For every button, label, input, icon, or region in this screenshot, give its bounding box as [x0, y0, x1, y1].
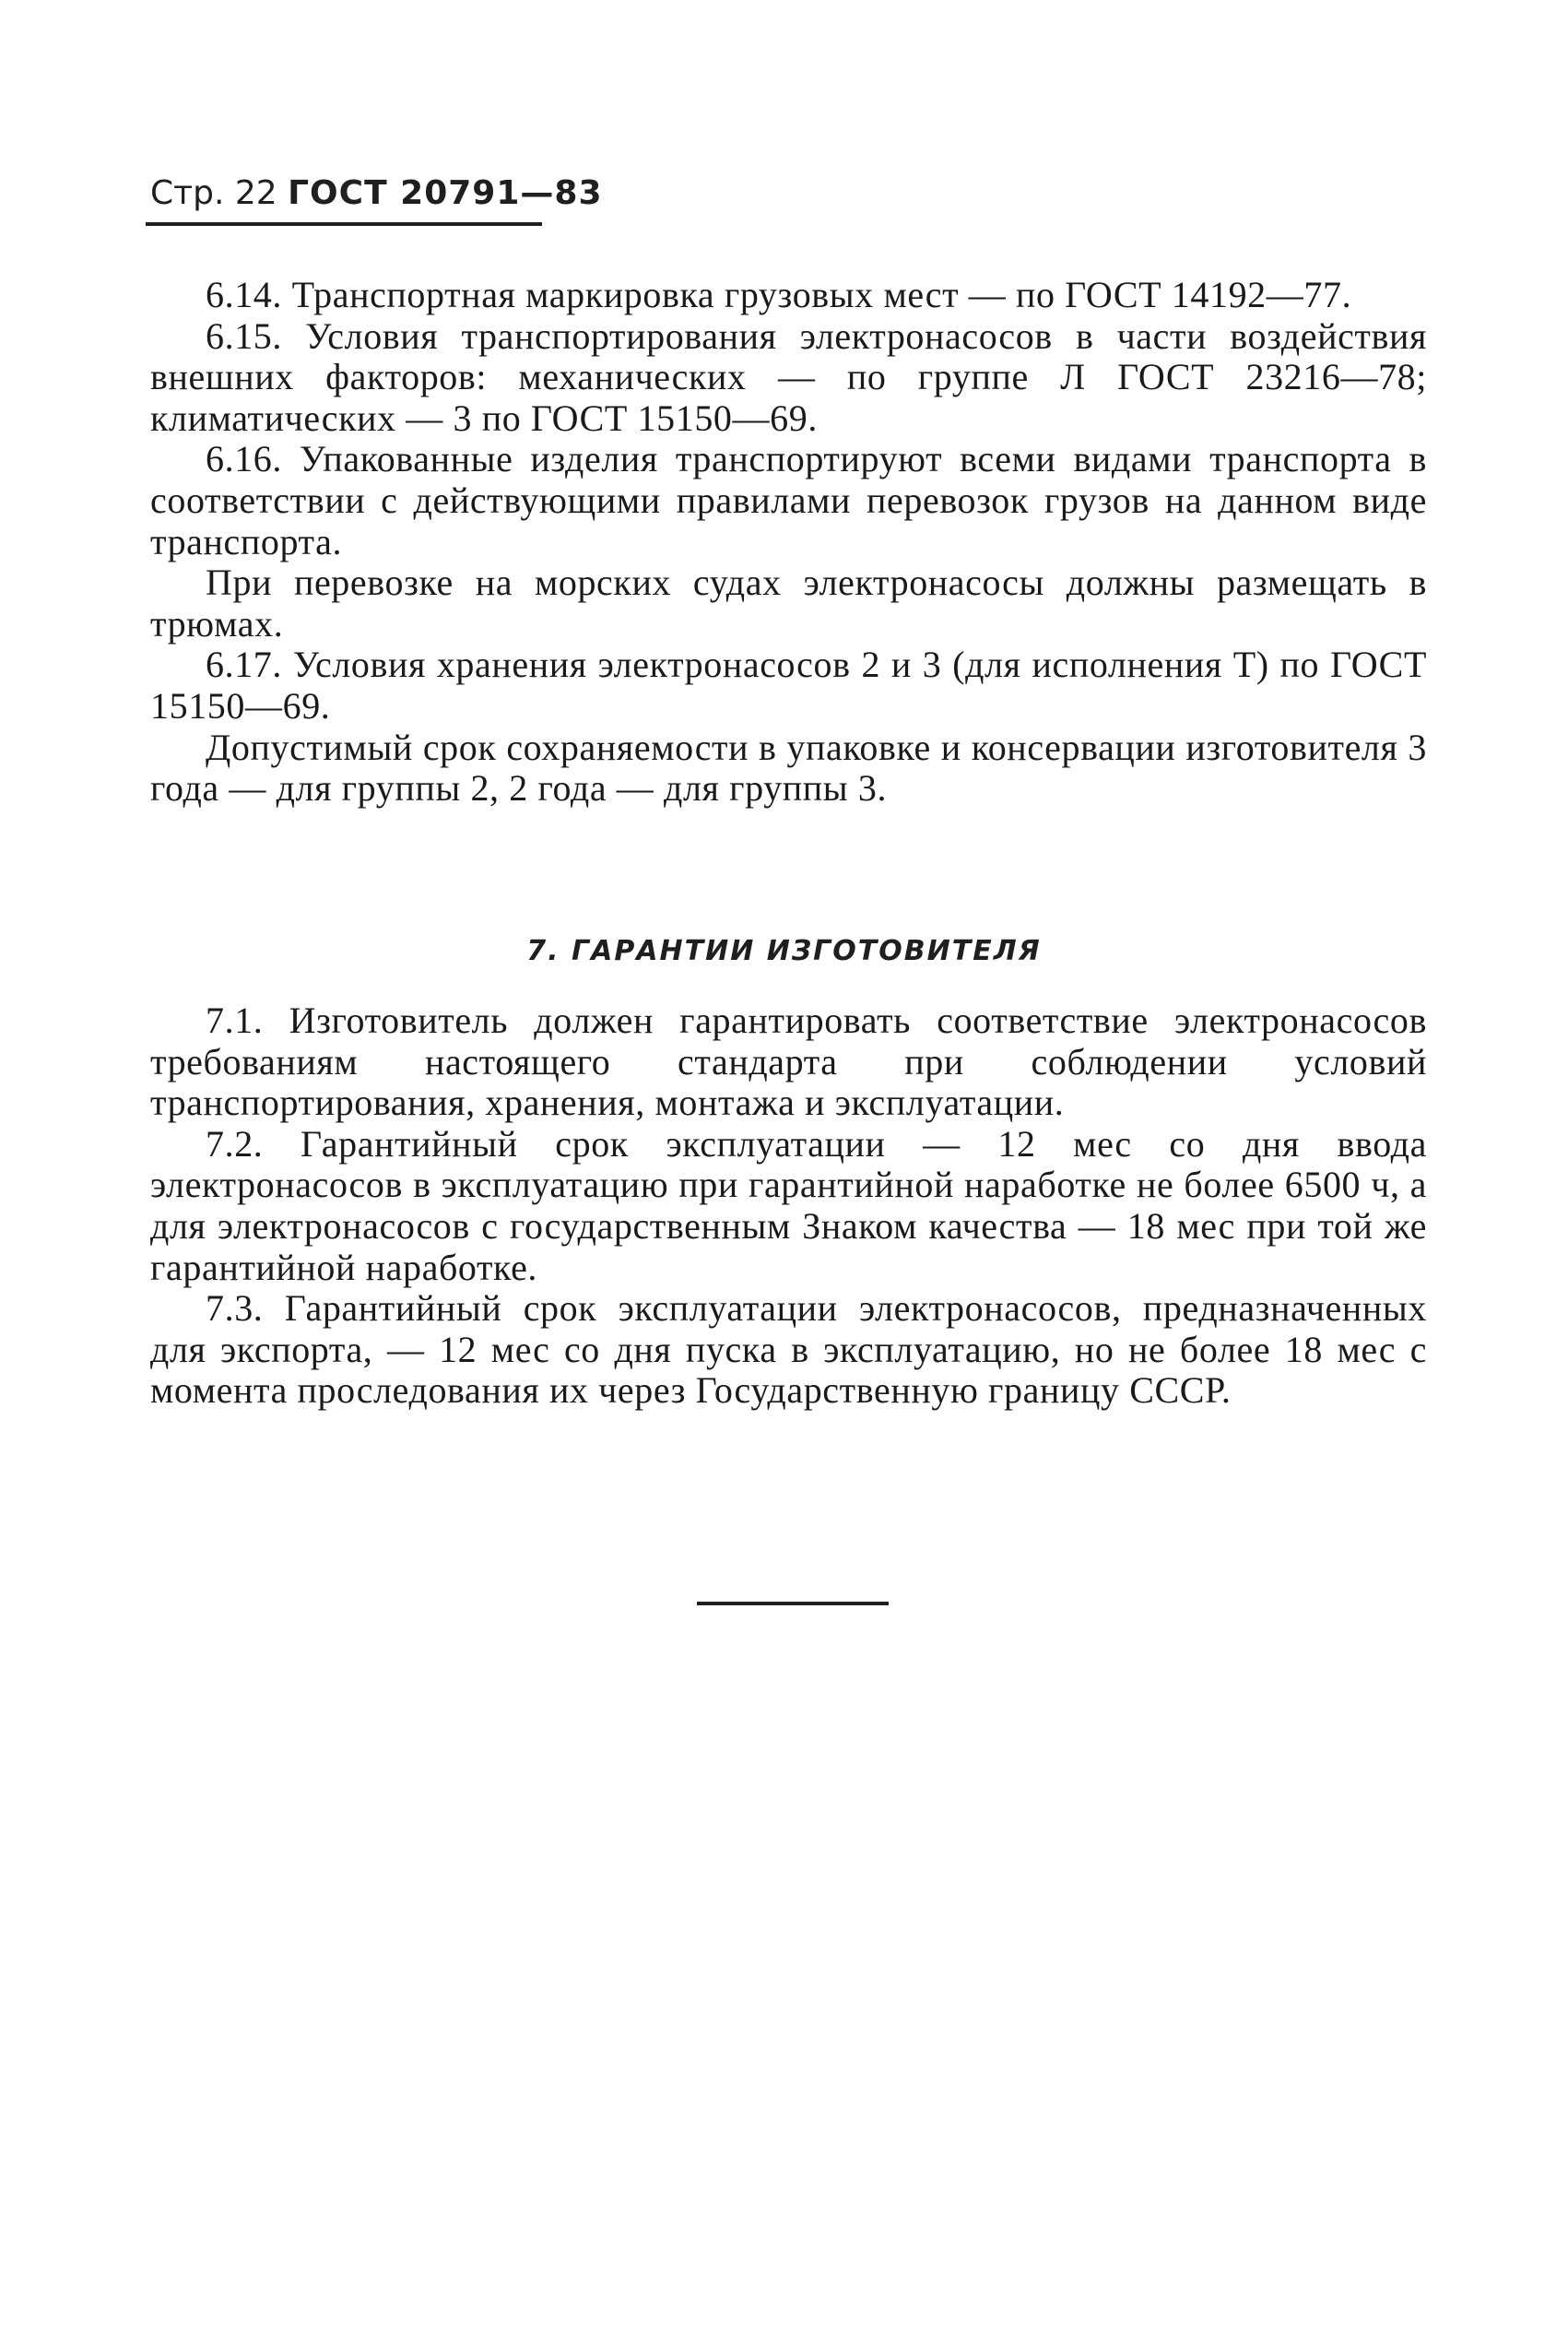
- section-6-text: [150, 275, 1427, 810]
- paragraph-7-2: 7.2. Гарантийный срок эксплуатации — 12 мес со дня ввода электронасосов в эксплуатацию при гарантийной наработке не более 6500 ч, а для электронасосов с государственным Знаком качества — 18 мес при той же гарантийной наработке.: [150, 1122, 1427, 1288]
- running-header: [150, 173, 603, 214]
- header-rule: [146, 222, 542, 226]
- section-7-text: [150, 1000, 1427, 1412]
- paragraph-sea-transport: При перевозке на морских судах электронасосы должны размещать в трюмах.: [150, 562, 1427, 645]
- paragraph-6-14: 6.14. Транспортная маркировка грузовых мест — по ГОСТ 14192—77.: [206, 274, 1352, 315]
- page-number-label: Стр. 22: [150, 174, 277, 212]
- paragraph-7-3: 7.3. Гарантийный срок эксплуатации электронасосов, предназначенных для экспорта, — 12 мес со дня пуска в эксплуатацию, но не более 18 мес с момента проследования их через Государственную границу СССР.: [150, 1287, 1427, 1412]
- standard-code: ГОСТ 20791—83: [288, 174, 603, 212]
- end-rule: [697, 1602, 889, 1605]
- paragraph-6-15: 6.15. Условия транспортирования электронасосов в части воздействия внешних факторов: механических — по группе Л ГОСТ 23216—78; климатических — 3 по ГОСТ 15150—69.: [150, 314, 1427, 439]
- paragraph-7-1: 7.1. Изготовитель должен гарантировать соответствие электронасосов требованиям настоящего стандарта при соблюдении условий транспортирования, хранения, монтажа и эксплуатации.: [150, 1000, 1427, 1124]
- paragraph-storage-term: Допустимый срок сохраняемости в упаковке и консервации изготовителя 3 года — для группы 2, 2 года — для группы 3.: [150, 726, 1427, 810]
- paragraph-6-16: 6.16. Упакованные изделия транспортируют всеми видами транспорта в соответствии с действующими правилами перевозок грузов на данном виде транспорта.: [150, 438, 1427, 562]
- section-7-heading: 7. ГАРАНТИИ ИЗГОТОВИТЕЛЯ: [526, 935, 1042, 967]
- paragraph-6-17: 6.17. Условия хранения электронасосов 2 и 3 (для исполнения Т) по ГОСТ 15150—69.: [150, 644, 1427, 727]
